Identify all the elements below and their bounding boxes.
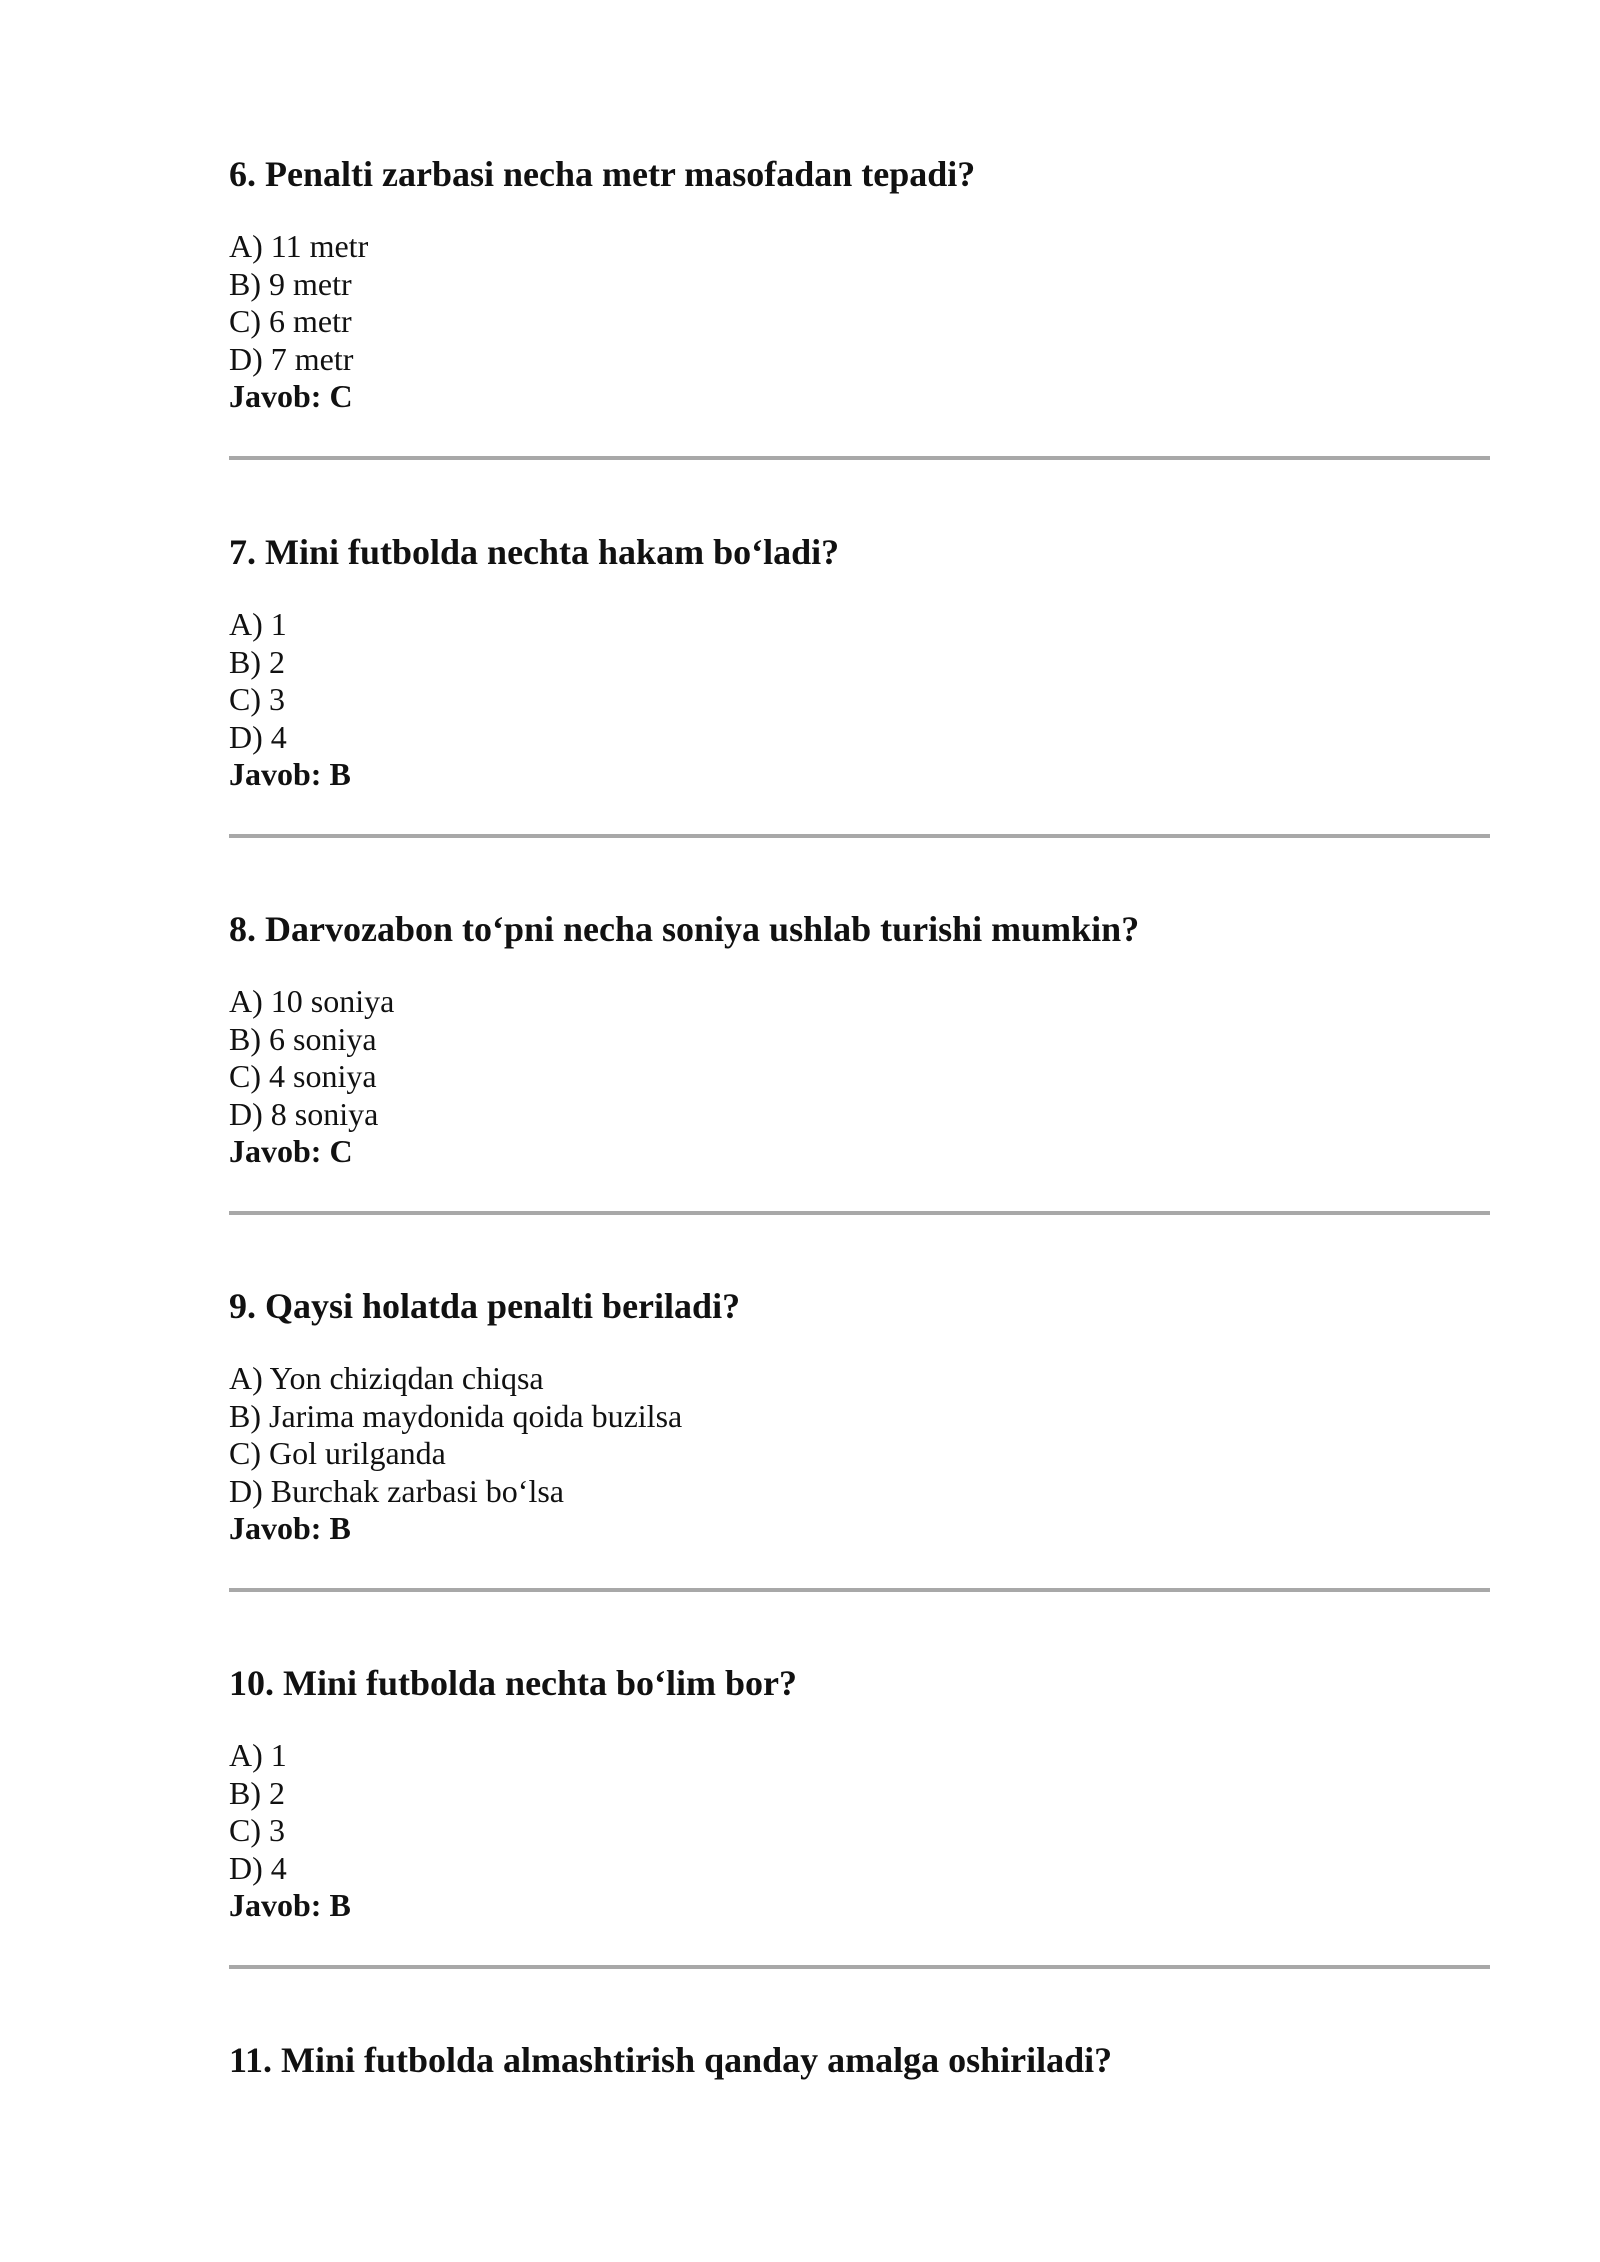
answer-line [229, 1133, 1490, 1171]
question-title: 9. Qaysi holatda penalti beriladi? [229, 1286, 741, 1326]
option-b: B) Jarima maydonida qoida buzilsa [229, 1397, 683, 1434]
option-b: B) 2 [229, 1774, 285, 1811]
option-a: A) 1 [229, 606, 287, 642]
option-b: B) 9 metr [229, 265, 352, 302]
divider [229, 1588, 1490, 1592]
option-a: A) 1 [229, 1737, 287, 1773]
option-d: D) 7 metr [229, 340, 354, 377]
option-d: D) 4 [229, 1849, 287, 1886]
answer-label: Javob: [229, 1887, 322, 1923]
question-title: 11. Mini futbolda almashtirish qanday amalga oshiriladi? [229, 2040, 1113, 2080]
divider [229, 834, 1490, 838]
option-c: C) 3 [229, 1812, 285, 1848]
answer-label: Javob: [229, 1133, 322, 1169]
options-list [229, 228, 1490, 416]
question-6 [229, 152, 1490, 416]
question-title: 7. Mini futbolda nechta hakam bo‘ladi? [229, 532, 840, 572]
answer-value: B [329, 1887, 351, 1923]
question-8 [229, 907, 1490, 1171]
option-d: D) 4 [229, 718, 287, 755]
option-b: B) 6 soniya [229, 1020, 377, 1057]
answer-label: Javob: [229, 756, 322, 792]
document-page [229, 0, 1490, 2262]
divider [229, 1965, 1490, 1969]
question-11 [229, 2038, 1490, 2082]
answer-value: C [329, 1133, 353, 1169]
question-title: 8. Darvozabon to‘pni necha soniya ushlab turishi mumkin? [229, 909, 1140, 949]
options-list [229, 1737, 1490, 1925]
option-a: A) 10 soniya [229, 983, 395, 1019]
question-9 [229, 1284, 1490, 1548]
question-title: 10. Mini futbolda nechta bo‘lim bor? [229, 1663, 798, 1703]
answer-line [229, 378, 1490, 416]
options-list [229, 983, 1490, 1171]
question-title: 6. Penalti zarbasi necha metr masofadan tepadi? [229, 154, 976, 194]
answer-value: B [329, 1510, 351, 1546]
option-c: C) Gol urilganda [229, 1435, 446, 1471]
option-b: B) 2 [229, 643, 285, 680]
option-d: D) Burchak zarbasi bo‘lsa [229, 1472, 564, 1509]
question-10 [229, 1661, 1490, 1925]
option-d: D) 8 soniya [229, 1095, 379, 1132]
answer-value: B [329, 756, 351, 792]
answer-label: Javob: [229, 1510, 322, 1546]
question-7 [229, 530, 1490, 794]
divider [229, 1211, 1490, 1215]
option-c: C) 3 [229, 681, 285, 717]
answer-line [229, 1887, 1490, 1925]
answer-value: C [329, 378, 353, 414]
answer-label: Javob: [229, 378, 322, 414]
divider [229, 456, 1490, 460]
option-c: C) 6 metr [229, 303, 352, 339]
option-a: A) Yon chiziqdan chiqsa [229, 1360, 544, 1396]
options-list [229, 606, 1490, 794]
option-a: A) 11 metr [229, 228, 369, 264]
option-c: C) 4 soniya [229, 1058, 377, 1094]
answer-line [229, 756, 1490, 794]
options-list [229, 1360, 1490, 1548]
answer-line [229, 1510, 1490, 1548]
